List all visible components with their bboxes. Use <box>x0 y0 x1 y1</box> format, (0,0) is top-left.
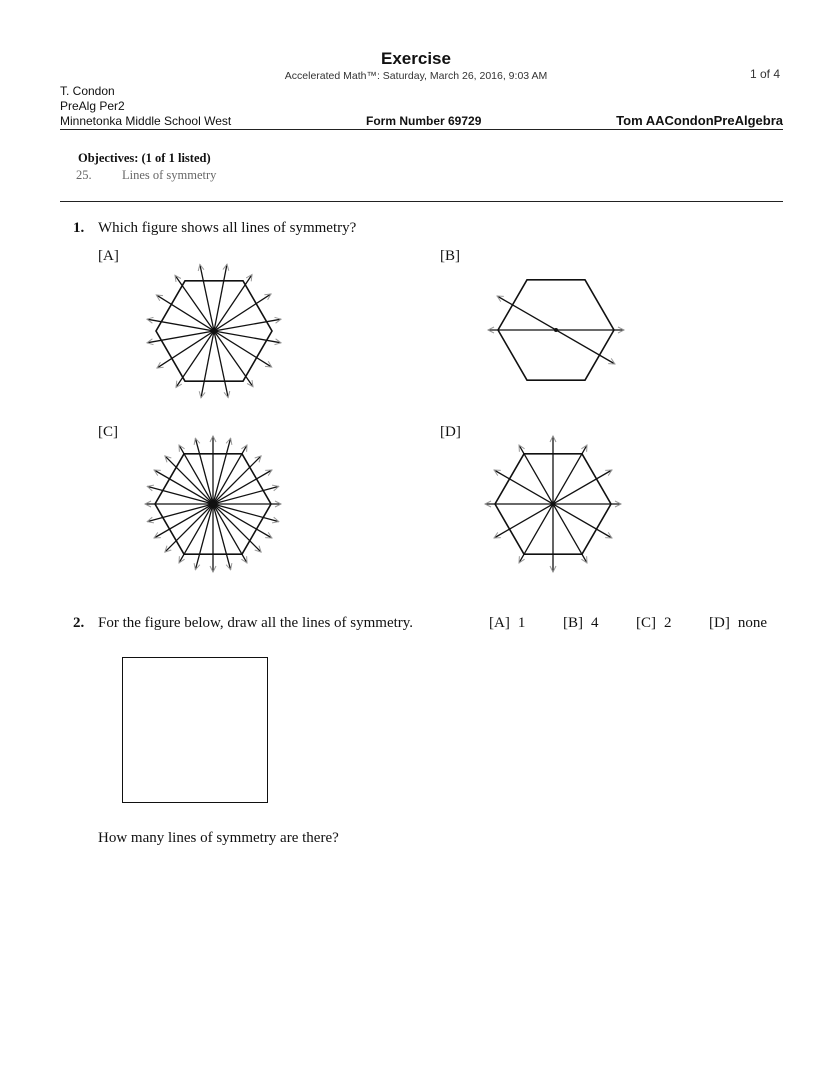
option-d-hexagon-figure <box>490 438 620 568</box>
question-1-option-c-label: [C] <box>98 424 118 440</box>
center-point <box>554 328 558 332</box>
question-2-option-c <box>636 615 672 632</box>
form-number: Form Number 69729 <box>366 114 482 128</box>
question-2-option-b-answer: 4 <box>591 615 599 631</box>
question-1-text: Which figure shows all lines of symmetry? <box>98 220 357 236</box>
question-2-square-figure <box>122 657 268 803</box>
question-1-option-b-label: [B] <box>440 248 460 264</box>
question-2-option-d <box>709 615 767 632</box>
center-point <box>212 329 216 333</box>
page-title: Exercise <box>381 49 451 68</box>
question-2-option-d-answer: none <box>737 615 767 631</box>
question-2-option-a-label: [A] <box>489 615 510 631</box>
header-divider <box>60 129 783 130</box>
option-a-hexagon-figure <box>150 265 280 395</box>
objective-number: 25. <box>76 168 92 182</box>
center-point <box>551 502 555 506</box>
question-2-option-c-answer: 2 <box>664 615 672 631</box>
question-2-option-a-answer: 1 <box>517 615 526 631</box>
teacher-name: T. Condon <box>60 84 115 98</box>
center-point <box>211 502 215 506</box>
question-1-option-d-label: [D] <box>440 424 461 440</box>
question-2-option-c-label: [C] <box>636 615 656 631</box>
question-2-followup: How many lines of symmetry are there? <box>98 830 339 846</box>
class-name: PreAlg Per2 <box>60 99 125 113</box>
option-b-hexagon-figure <box>490 270 620 382</box>
question-2-option-b <box>563 615 599 632</box>
question-1-option-a-label: [A] <box>98 248 119 264</box>
question-2-option-b-label: [B] <box>563 615 583 631</box>
page-number: 1 of 4 <box>749 67 780 81</box>
question-2-option-d-label: [D] <box>709 615 730 631</box>
question-2-number: 2. <box>73 615 85 631</box>
option-c-hexagon-figure <box>150 438 280 568</box>
question-1-number: 1. <box>73 220 85 236</box>
page-subtitle: Accelerated Math™: Saturday, March 26, 2016, 9:03 AM <box>284 70 548 82</box>
student-name: Tom AACondonPreAlgebra <box>616 113 783 128</box>
question-2-option-a <box>489 615 525 632</box>
objectives-divider <box>60 201 783 202</box>
school-name: Minnetonka Middle School West <box>60 114 232 128</box>
question-2-text: For the figure below, draw all the lines of symmetry. <box>98 615 414 631</box>
objectives-heading: Objectives: (1 of 1 listed) <box>78 151 211 165</box>
objective-name: Lines of symmetry <box>122 168 217 182</box>
